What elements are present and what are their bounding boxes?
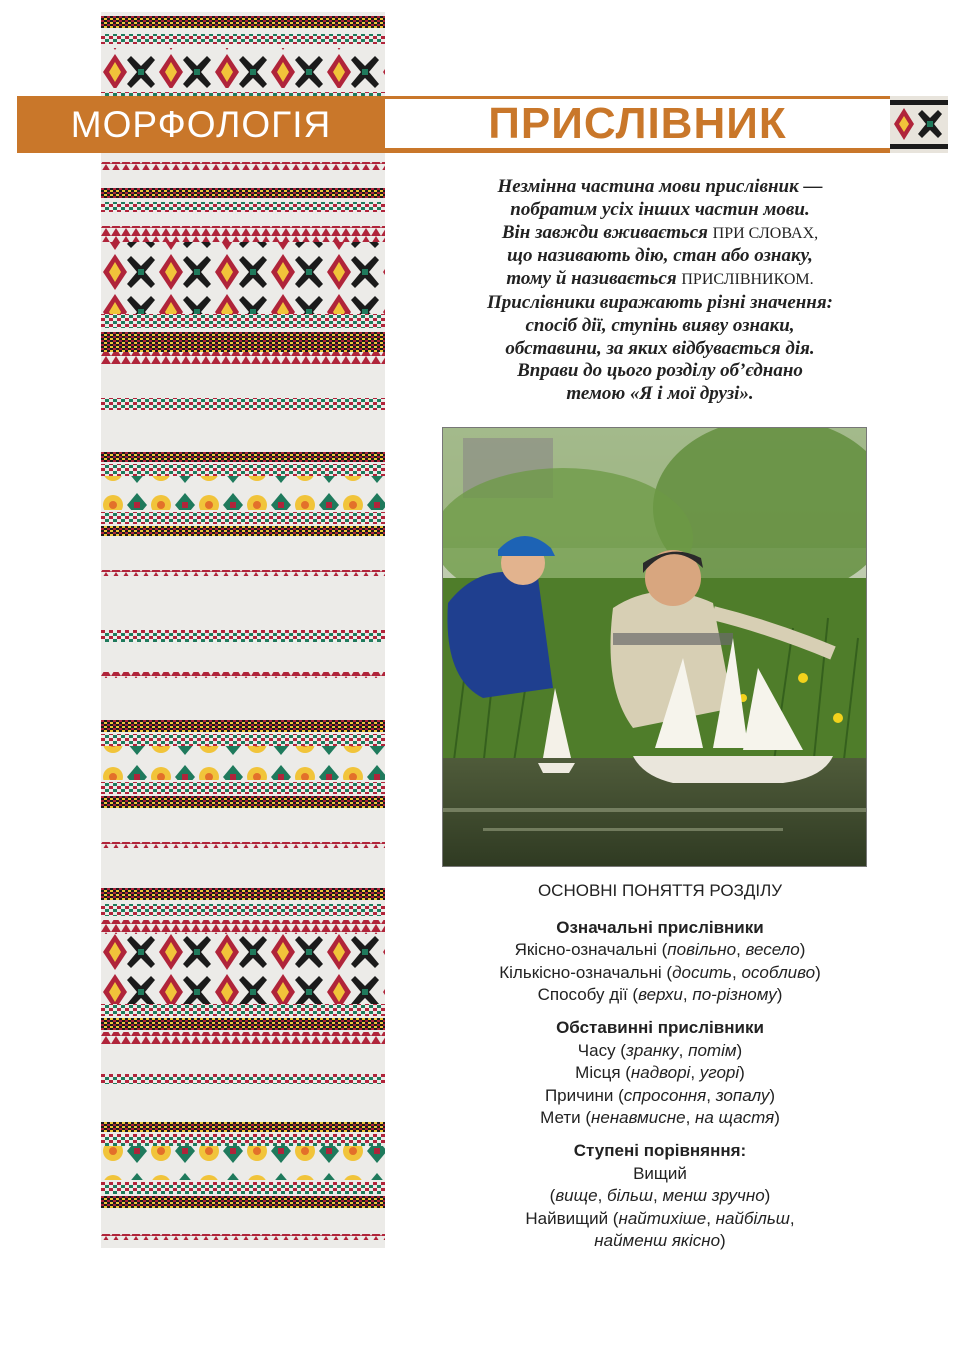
- main-concepts: [440, 880, 880, 1263]
- group-title: Обставинні прислівники: [556, 1017, 764, 1037]
- intro-emphasis: ПРИСЛІВНИКОМ.: [681, 271, 814, 289]
- section-label: МОРФОЛОГІЯ: [70, 104, 332, 145]
- chapter-title: ПРИСЛІВНИК: [488, 99, 787, 148]
- concept-row: найменш якісно): [594, 1231, 726, 1251]
- concept-row: Вищий: [633, 1163, 687, 1183]
- towel-pattern: [101, 12, 385, 1248]
- concept-row: (вище, більш, менш зручно): [549, 1186, 771, 1206]
- concept-row: Часу (зранку, потім): [577, 1040, 743, 1060]
- intro-line: тому й називається ПРИСЛІВНИКОМ.: [506, 268, 814, 290]
- concept-row: Якісно-означальні (повільно, весело): [514, 940, 806, 960]
- embroidered-towel: [101, 12, 385, 1248]
- intro-line: обставини, за яких відбувається дія.: [505, 337, 815, 359]
- intro-line: Незмінна частина мови прислівник —: [497, 176, 823, 197]
- header-ornament: [890, 96, 948, 153]
- intro-text: [440, 176, 880, 406]
- concept-row: Причини (спросоння, зопалу): [544, 1085, 776, 1105]
- intro-line: що називають дію, стан або ознаку,: [507, 245, 813, 267]
- concept-row: Місця (надворі, угорі): [575, 1063, 745, 1083]
- concept-row: Способу дії (верхи, по-різному): [537, 985, 783, 1005]
- intro-line: Прислівники виражають різні значення:: [487, 291, 833, 313]
- concept-row: Мети (ненавмисне, на щастя): [540, 1108, 780, 1128]
- group-circumstantial-adverbs: [440, 1017, 880, 1130]
- intro-emphasis: ПРИ СЛОВАХ,: [712, 224, 819, 242]
- photo-boys-with-sailboats: [442, 427, 867, 867]
- intro-line: темою «Я і мої друзі».: [566, 383, 754, 405]
- intro-line: побратим усіх інших частин мови.: [510, 198, 810, 220]
- intro-line: Він завжди вживається ПРИ СЛОВАХ,: [501, 221, 819, 243]
- intro-line: спосіб дії, ступінь вияву ознаки,: [525, 314, 795, 336]
- concept-row: Найвищий (найтихіше, найбільш,: [525, 1208, 795, 1228]
- intro-line: Вправи до цього розділу об’єднано: [517, 360, 803, 382]
- group-title: Ступені порівняння:: [573, 1140, 747, 1160]
- group-degrees-of-comparison: [440, 1140, 880, 1253]
- concepts-heading: ОСНОВНІ ПОНЯТТЯ РОЗДІЛУ: [537, 881, 783, 900]
- group-qualifying-adverbs: [440, 917, 880, 1007]
- concept-row: Кількісно-означальні (досить, особливо): [499, 962, 821, 982]
- group-title: Означальні прислівники: [556, 917, 764, 937]
